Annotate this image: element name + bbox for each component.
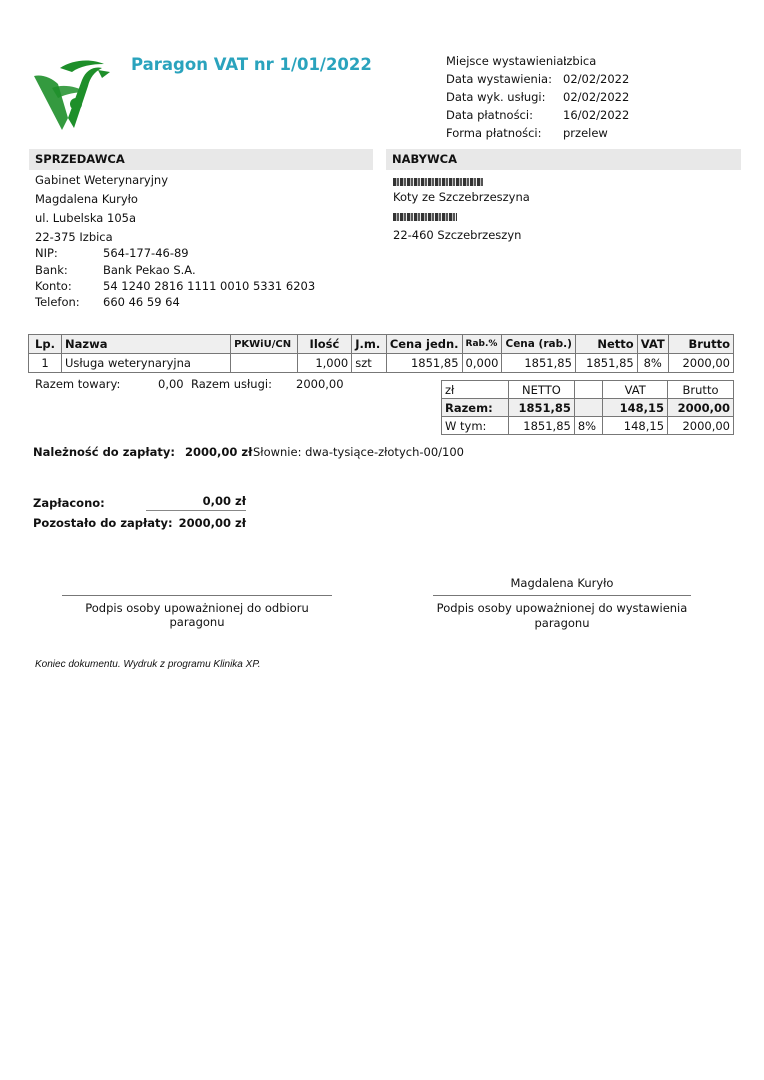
vat-col-vat: VAT xyxy=(603,381,668,399)
cell-vat: 8% xyxy=(637,354,668,373)
cell-netto: 1851,85 xyxy=(575,354,637,373)
table-row xyxy=(29,354,734,373)
amount-in-words: Słownie: dwa-tysiące-złotych-00/100 xyxy=(253,445,464,459)
goods-total-value: 0,00 xyxy=(158,377,184,391)
vat-col-netto: NETTO xyxy=(508,381,574,399)
meta-label: Data płatności: xyxy=(446,108,533,122)
vat-sum-vat: 148,15 xyxy=(603,399,668,417)
amount-due-label: Należność do zapłaty: xyxy=(33,445,176,459)
table-header-row xyxy=(29,335,734,354)
col-jm: J.m. xyxy=(352,335,387,354)
cell-ilosc: 1,000 xyxy=(297,354,352,373)
col-pkwiu: PKWiU/CN xyxy=(231,335,298,354)
vat-sum-brutto: 2000,00 xyxy=(668,399,734,417)
meta-row xyxy=(446,72,646,90)
meta-row xyxy=(446,108,646,126)
goods-total-label: Razem towary: xyxy=(35,377,121,391)
cell-rab: 0,000 xyxy=(462,354,502,373)
vat-sum-netto: 1851,85 xyxy=(508,399,574,417)
vat-row-rate: 8% xyxy=(574,417,602,435)
meta-label: Data wyk. usługi: xyxy=(446,90,546,104)
buyer-name-line2: Koty ze Szczebrzeszyna xyxy=(393,190,530,204)
items-table xyxy=(28,334,734,373)
seller-phone: 660 46 59 64 xyxy=(103,295,180,309)
cell-lp: 1 xyxy=(29,354,62,373)
issuer-signature-caption: Podpis osoby upoważnionej do wystawienia paragonu xyxy=(436,601,688,630)
meta-label: Data wystawienia: xyxy=(446,72,552,86)
receiver-signature-caption: Podpis osoby upoważnionej do odbioru paragonu xyxy=(85,601,309,629)
seller-account: 54 1240 2816 1111 0010 5331 6203 xyxy=(103,279,316,293)
col-nazwa: Nazwa xyxy=(62,335,231,354)
buyer-heading: NABYWCA xyxy=(386,149,741,170)
amount-due-value: 2000,00 zł xyxy=(185,445,253,459)
vat-row-vat: 148,15 xyxy=(603,417,668,435)
seller-street: ul. Lubelska 105a xyxy=(35,211,137,225)
meta-value: 02/02/2022 xyxy=(563,72,630,86)
col-lp: Lp. xyxy=(29,335,62,354)
seller-person: Magdalena Kuryło xyxy=(35,192,138,206)
col-netto: Netto xyxy=(575,335,637,354)
services-total-label: Razem usługi: xyxy=(191,377,272,391)
seller-phone-label: Telefon: xyxy=(35,295,80,309)
vat-header-row xyxy=(442,381,734,399)
col-brutto: Brutto xyxy=(668,335,733,354)
cell-cena: 1851,85 xyxy=(386,354,462,373)
meta-value: Izbica xyxy=(563,54,597,68)
meta-value: przelew xyxy=(563,126,608,140)
vat-col-rate xyxy=(574,381,602,399)
services-total-value: 2000,00 xyxy=(296,377,344,391)
meta-label: Forma płatności: xyxy=(446,126,542,140)
cell-pkwiu xyxy=(231,354,298,373)
cell-brutto: 2000,00 xyxy=(668,354,733,373)
issuer-name: Magdalena Kuryło xyxy=(510,576,614,590)
meta-row xyxy=(446,90,646,108)
seller-bank-label: Bank: xyxy=(35,263,68,277)
vat-col-brutto: Brutto xyxy=(668,381,734,399)
vat-row-brutto: 2000,00 xyxy=(668,417,734,435)
seller-bank: Bank Pekao S.A. xyxy=(103,263,196,277)
issuer-signature-line xyxy=(433,595,691,596)
redacted-text xyxy=(393,178,483,186)
col-cena: Cena jedn. xyxy=(386,335,462,354)
document-footer-note: Koniec dokumentu. Wydruk z programu Klinika XP. xyxy=(35,659,261,670)
receiver-signature-line xyxy=(62,595,332,596)
seller-city: 22-375 Izbica xyxy=(35,230,113,244)
document-title: Paragon VAT nr 1/01/2022 xyxy=(131,55,372,74)
vat-rate-row xyxy=(442,417,734,435)
buyer-name-redacted xyxy=(393,174,483,188)
redacted-text xyxy=(393,213,457,221)
col-ilosc: Ilość xyxy=(297,335,352,354)
meta-row xyxy=(446,54,646,72)
buyer-street-redacted xyxy=(393,209,457,223)
seller-nip-label: NIP: xyxy=(35,246,58,260)
seller-nip: 564-177-46-89 xyxy=(103,246,189,260)
paid-value: 0,00 zł xyxy=(146,494,246,511)
paid-label: Zapłacono: xyxy=(33,496,105,510)
buyer-city: 22-460 Szczebrzeszyn xyxy=(393,228,522,242)
meta-value: 16/02/2022 xyxy=(563,108,630,122)
remaining-label: Pozostało do zapłaty: xyxy=(33,516,173,530)
meta-value: 02/02/2022 xyxy=(563,90,630,104)
seller-heading: SPRZEDAWCA xyxy=(29,149,373,170)
vat-row-netto: 1851,85 xyxy=(508,417,574,435)
col-rab: Rab.% xyxy=(462,335,502,354)
cell-jm: szt xyxy=(352,354,387,373)
seller-name: Gabinet Weterynaryjny xyxy=(35,173,169,187)
cell-nazwa: Usługa weterynaryjna xyxy=(62,354,231,373)
col-cena-rab: Cena (rab.) xyxy=(502,335,575,354)
meta-row xyxy=(446,126,646,144)
clinic-logo xyxy=(32,58,114,134)
vat-summary-table xyxy=(441,380,734,435)
seller-account-label: Konto: xyxy=(35,279,72,293)
vat-sum-row xyxy=(442,399,734,417)
meta-label: Miejsce wystawienia: xyxy=(446,54,568,68)
vat-row-label: W tym: xyxy=(442,417,509,435)
col-vat: VAT xyxy=(637,335,668,354)
vat-sum-rate xyxy=(574,399,602,417)
remaining-value: 2000,00 zł xyxy=(178,516,246,530)
vet-logo-icon xyxy=(32,58,114,134)
vat-sum-label: Razem: xyxy=(442,399,509,417)
vat-currency: zł xyxy=(442,381,509,399)
cell-cena-rab: 1851,85 xyxy=(502,354,575,373)
